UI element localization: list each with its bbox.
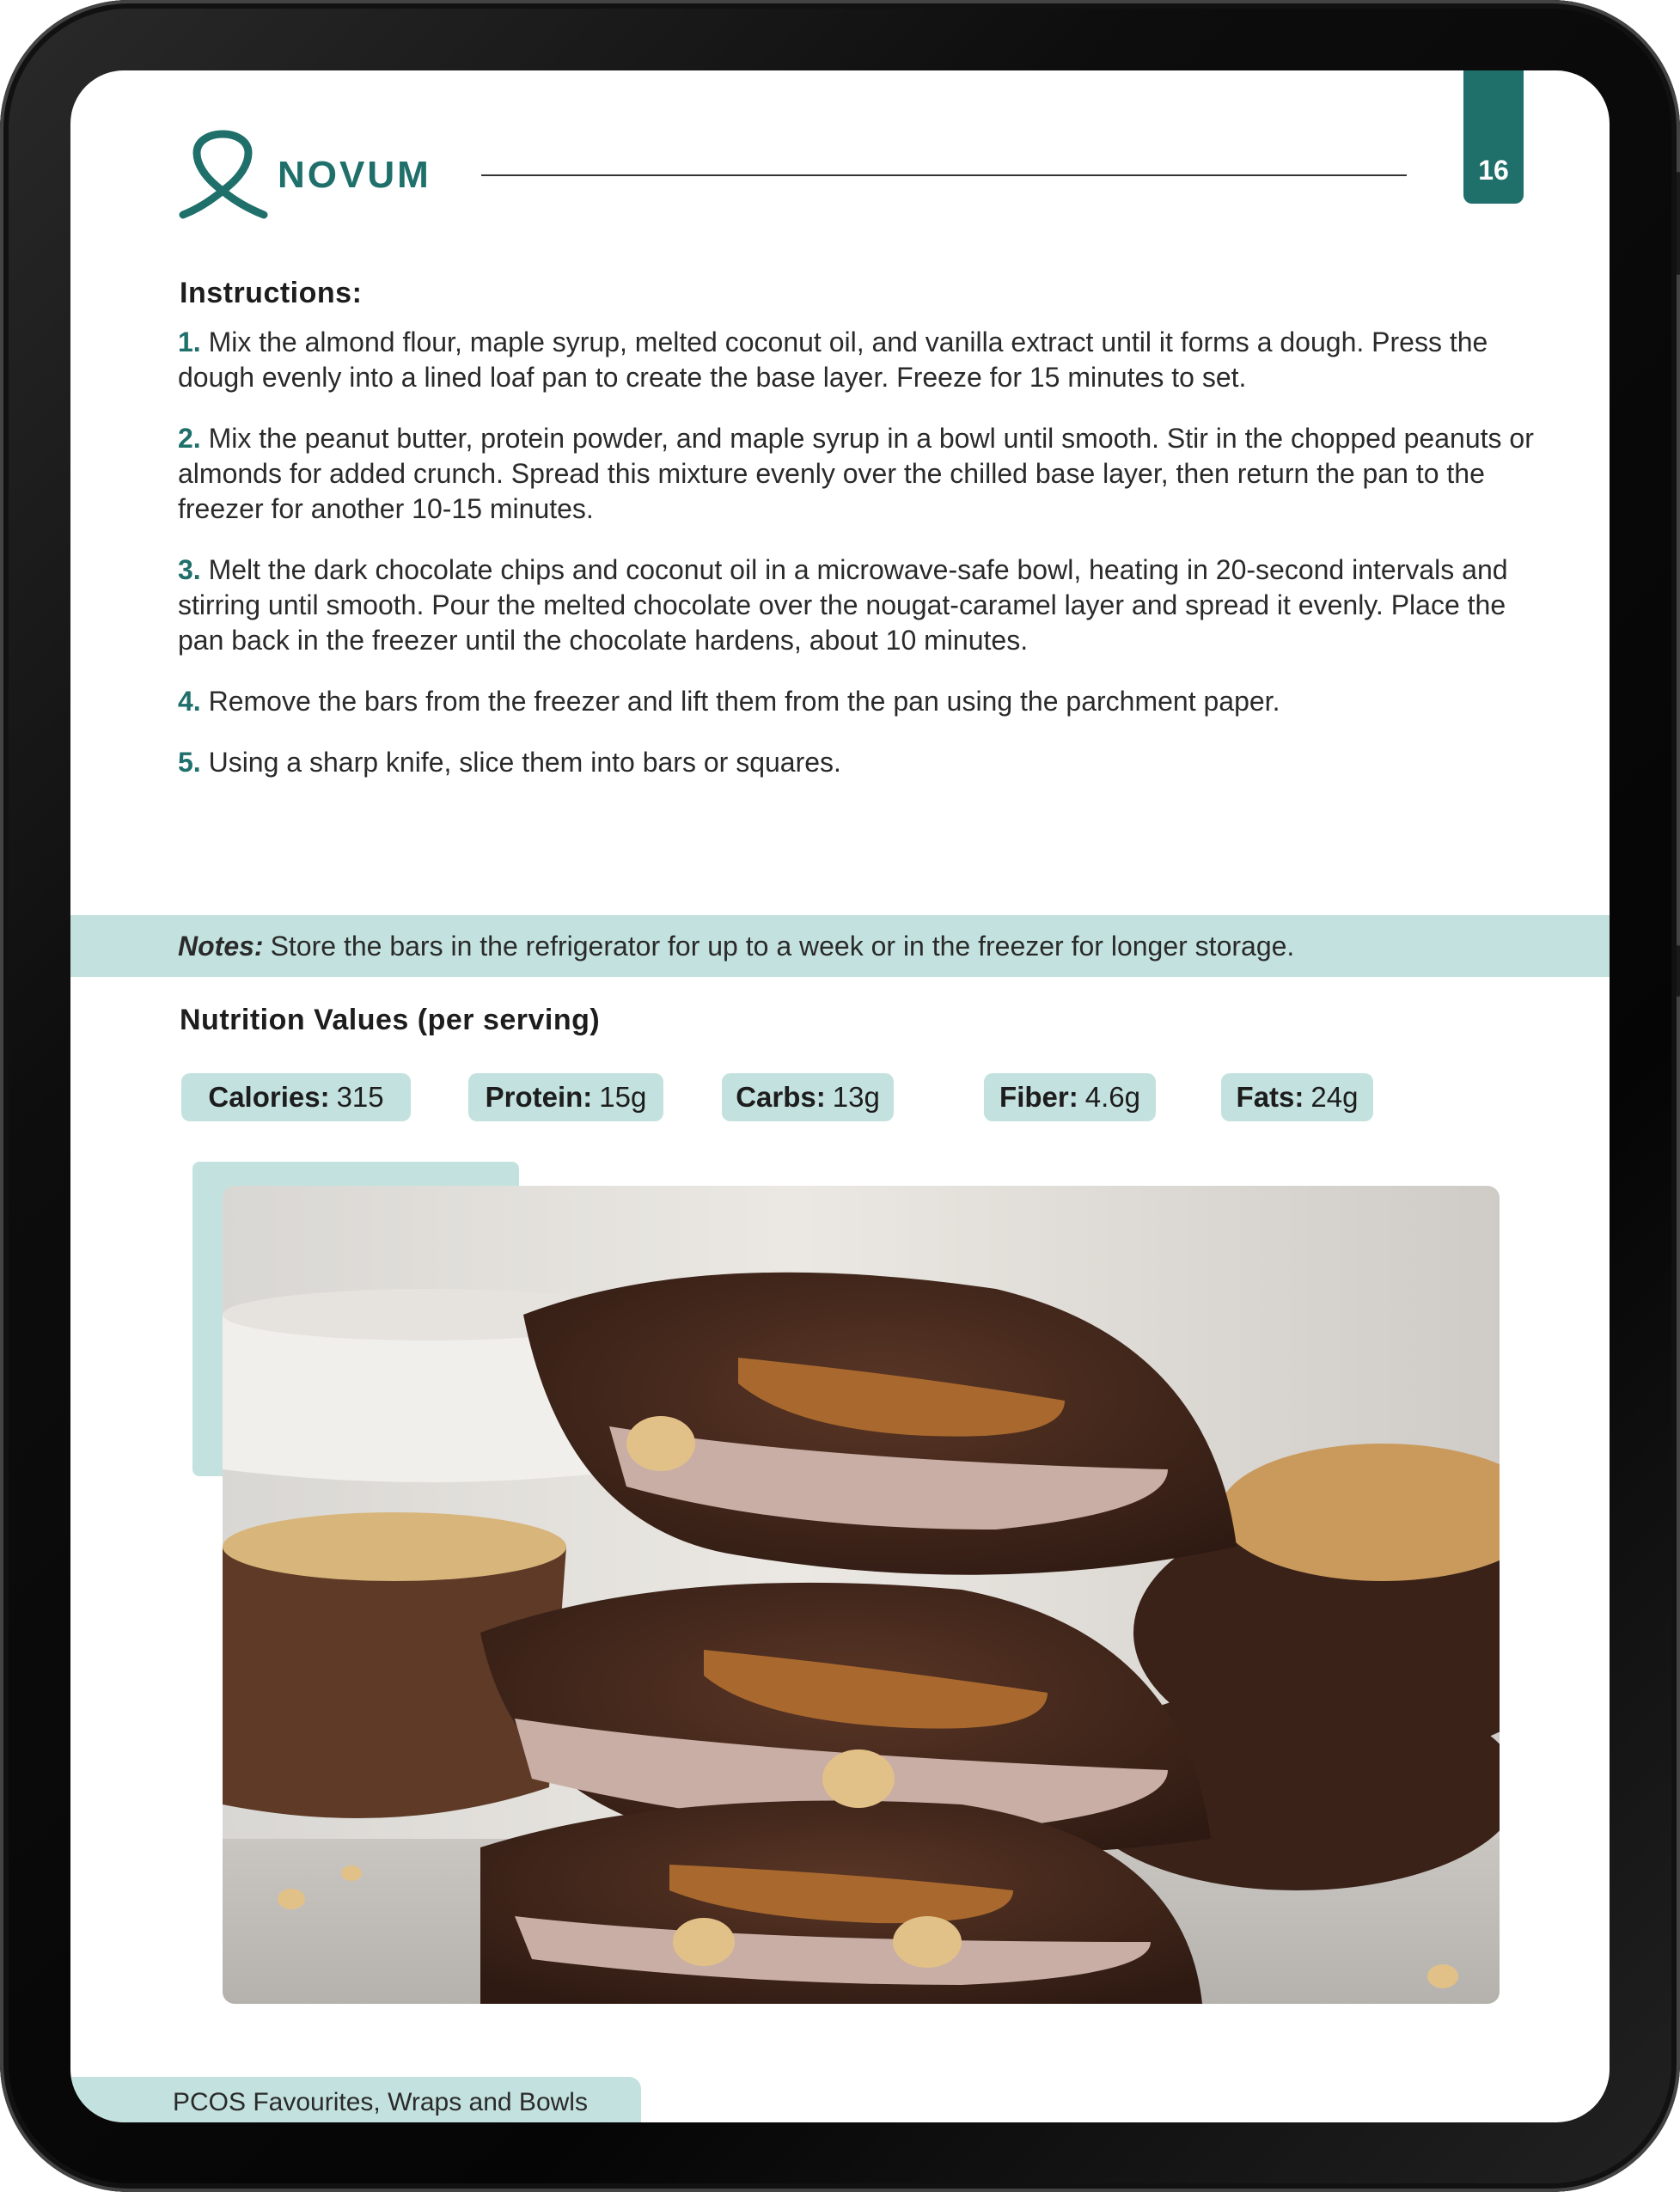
nutrition-calories <box>181 1073 411 1121</box>
nutrition-fats <box>1221 1073 1373 1121</box>
nutrition-value: 4.6g <box>1084 1081 1140 1113</box>
step-text: Remove the bars from the freezer and lift them from the pan using the parchment paper. <box>208 686 1280 717</box>
step-number: 3. <box>178 554 201 585</box>
nutrition-label: Calories: <box>208 1081 330 1113</box>
nutrition-heading: Nutrition Values (per serving) <box>180 1004 601 1036</box>
instructions-list <box>178 325 1536 806</box>
step-number: 5. <box>178 747 201 778</box>
notes-text: Store the bars in the refrigerator for up to a week or in the freezer for longer storage. <box>270 930 1295 962</box>
instruction-step <box>178 745 1536 780</box>
step-text: Mix the almond flour, maple syrup, melted coconut oil, and vanilla extract until it forms a dough. Press the dough evenly into a lined loaf pan to create the base layer. Freeze for 15 minutes to set. <box>178 327 1488 393</box>
power-button <box>1677 945 1680 997</box>
page-number: 16 <box>1478 155 1509 186</box>
step-number: 4. <box>178 686 201 717</box>
step-text: Mix the peanut butter, protein powder, and maple syrup in a bowl until smooth. Stir in the chopped peanuts or almonds for added crunch. Spread this mixture evenly over the chilled base layer, then return the pan to the freezer for another 10-15 minutes. <box>178 423 1534 524</box>
instruction-step <box>178 684 1536 719</box>
nutrition-fiber <box>984 1073 1156 1121</box>
page-number-tab <box>1463 70 1524 204</box>
step-number: 2. <box>178 423 201 454</box>
step-number: 1. <box>178 327 201 357</box>
chocolate-bars-image <box>223 1186 1500 2004</box>
nutrition-value: 15g <box>599 1081 647 1113</box>
nutrition-value: 13g <box>832 1081 880 1113</box>
instruction-step <box>178 325 1536 395</box>
notes-label: Notes: <box>178 930 264 962</box>
instructions-heading: Instructions: <box>180 277 363 309</box>
nutrition-carbs <box>722 1073 894 1121</box>
section-footer-tab <box>70 2077 641 2122</box>
brand-logo <box>178 129 431 222</box>
instruction-step <box>178 421 1536 527</box>
page-screen <box>70 70 1610 2122</box>
nutrition-value: 24g <box>1310 1081 1359 1113</box>
footer-section-title: PCOS Favourites, Wraps and Bowls <box>173 2088 588 2116</box>
nutrition-value: 315 <box>336 1081 384 1113</box>
nutrition-label: Carbs: <box>736 1081 826 1113</box>
step-text: Using a sharp knife, slice them into bars or squares. <box>208 747 841 778</box>
nutrition-label: Fiber: <box>999 1081 1078 1113</box>
volume-button <box>1677 172 1680 275</box>
header-divider <box>481 174 1407 176</box>
nutrition-values <box>70 1073 1610 1121</box>
brand-name: NOVUM <box>278 154 431 196</box>
nutrition-label: Protein: <box>485 1081 593 1113</box>
step-text: Melt the dark chocolate chips and coconut oil in a microwave-safe bowl, heating in 20-second intervals and stirring until smooth. Pour the melted chocolate over the nougat-caramel layer and spread it evenly. Place the pan back in the freezer until the chocolate hardens, about 10 minutes. <box>178 554 1508 656</box>
notes-banner <box>70 915 1610 977</box>
instruction-step <box>178 553 1536 658</box>
recipe-photo <box>223 1186 1500 2004</box>
nutrition-protein <box>468 1073 663 1121</box>
ribbon-logo-icon <box>178 129 269 222</box>
nutrition-label: Fats: <box>1236 1081 1304 1113</box>
